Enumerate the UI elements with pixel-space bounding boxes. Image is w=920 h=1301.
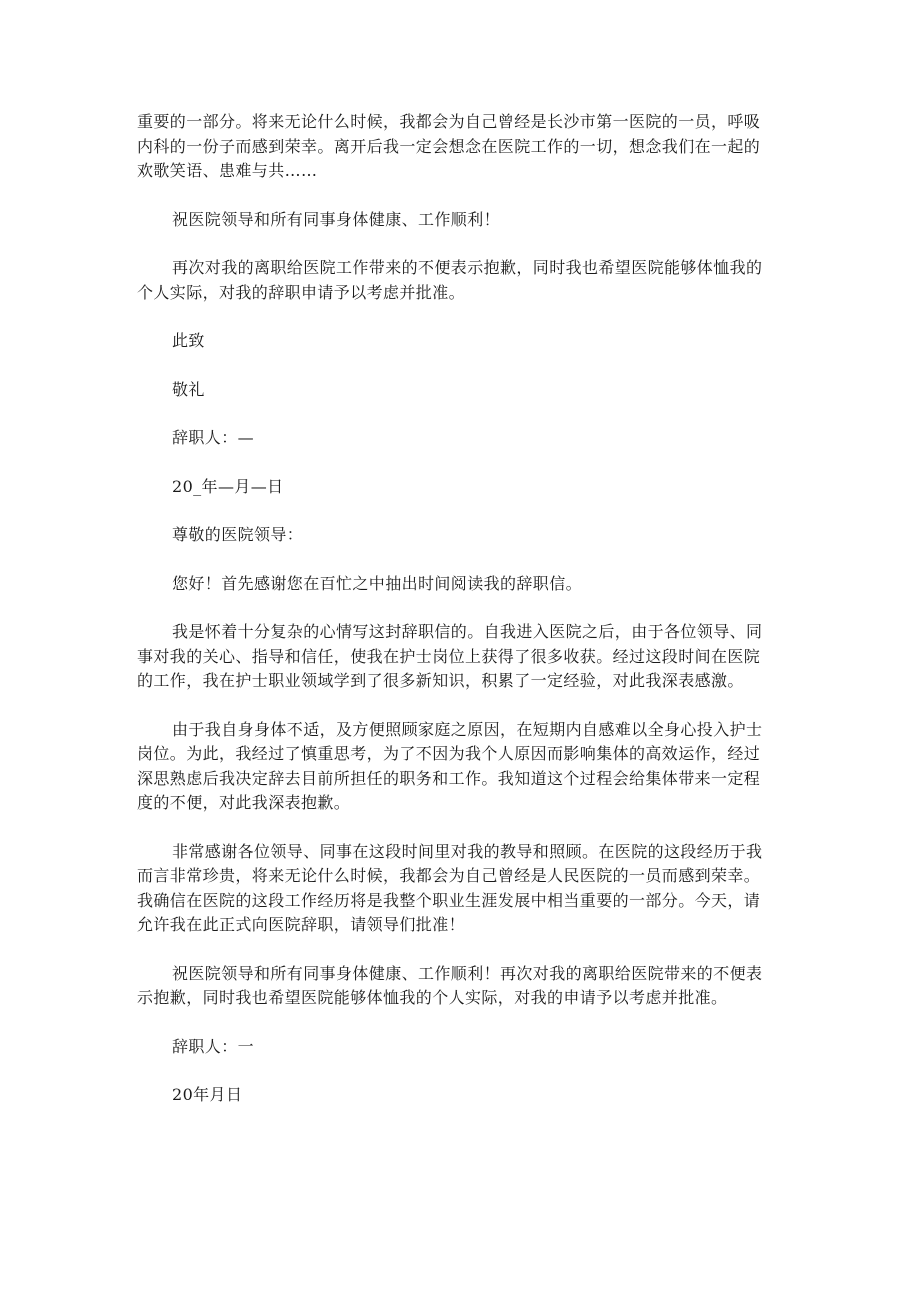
text-line: 欢歌笑语、患难与共…… [137,161,318,180]
letter2-salutation: 尊敬的医院领导： [172,525,304,544]
letter1-wish: 祝医院领导和所有同事身体健康、工作顺利！ [172,209,501,229]
text-line: 允许我在此正式向医院辞职，请领导们批准！ [137,915,466,934]
paragraph-gap [137,938,787,962]
paragraph-gap [137,548,787,572]
paragraph-gap [137,354,787,378]
paragraph-gap [137,816,787,840]
letter1-date: 20_年—月—日 [172,476,284,496]
document-page [137,110,787,1108]
text-line: 个人实际，对我的辞职申请予以考虑并批准。 [137,282,466,302]
text-line: 深思熟虑后我决定辞去目前所担任的职务和工作。我知道这个过程会给集体带来一定程 [137,768,761,788]
letter2-paragraph-4 [137,962,787,1011]
paragraph-gap [137,1011,787,1035]
text-line: 我是怀着十分复杂的心情写这封辞职信的。自我进入医院之后，由于各位领导、同 [172,622,763,641]
letter1-continuation [137,110,787,184]
paragraph-gap [137,499,787,523]
paragraph-gap [137,184,787,208]
letter1-closing1: 此致 [172,331,205,350]
text-line: 再次对我的离职给医院工作带来的不便表示抱歉，同时我也希望医院能够体恤我的 [172,258,763,277]
letter2-paragraph-1 [137,620,787,694]
text-line: 而言非常珍贵，将来无论什么时候，我都会为自己曾经是人民医院的一员而感到荣幸。 [137,866,761,885]
text-line: 我确信在医院的这段工作经历将是我整个职业生涯发展中相当重要的一部分。今天，请 [137,890,761,910]
letter1-signer: 辞职人：— [172,428,255,447]
paragraph-gap [137,451,787,475]
paragraph-gap [137,402,787,426]
letter2-paragraph-2 [137,718,787,816]
text-line: 事对我的关心、指导和信任，使我在护士岗位上获得了很多收获。经过这段时间在医院 [137,646,761,666]
text-line: 重要的一部分。将来无论什么时候，我都会为自己曾经是长沙市第一医院的一员，呼吸 [137,112,761,131]
paragraph-gap [137,596,787,620]
letter2-date: 20年月日 [172,1085,243,1104]
text-line: 由于我自身身体不适，及方便照顾家庭之原因，在短期内自感难以全身心投入护士 [172,719,763,739]
text-line: 非常感谢各位领导、同事在这段时间里对我的教导和照顾。在医院的这段经历于我 [172,841,763,861]
text-line: 度的不便，对此我深表抱歉。 [137,793,351,812]
text-line: 示抱歉，同时我也希望医院能够体恤我的个人实际，对我的申请予以考虑并批准。 [137,988,728,1007]
text-line: 祝医院领导和所有同事身体健康、工作顺利！再次对我的离职给医院带来的不便表 [172,963,763,983]
text-line: 的工作，我在护士职业领域学到了很多新知识，积累了一定经验，对此我深表感激。 [137,671,744,690]
letter1-closing2: 敬礼 [172,379,205,399]
letter2-paragraph-3 [137,840,787,938]
paragraph-gap [137,694,787,718]
letter1-apology [137,256,787,305]
paragraph-gap [137,1059,787,1083]
paragraph-gap [137,232,787,256]
text-line: 内科的一份子而感到荣幸。离开后我一定会想念在医院工作的一切，想念我们在一起的 [137,136,761,156]
letter2-signer: 辞职人：一 [172,1036,255,1056]
letter2-greeting: 您好！首先感谢您在百忙之中抽出时间阅读我的辞职信。 [172,573,583,593]
text-line: 岗位。为此，我经过了慎重思考，为了不因为我个人原因而影响集体的高效运作，经过 [137,744,761,763]
paragraph-gap [137,305,787,329]
